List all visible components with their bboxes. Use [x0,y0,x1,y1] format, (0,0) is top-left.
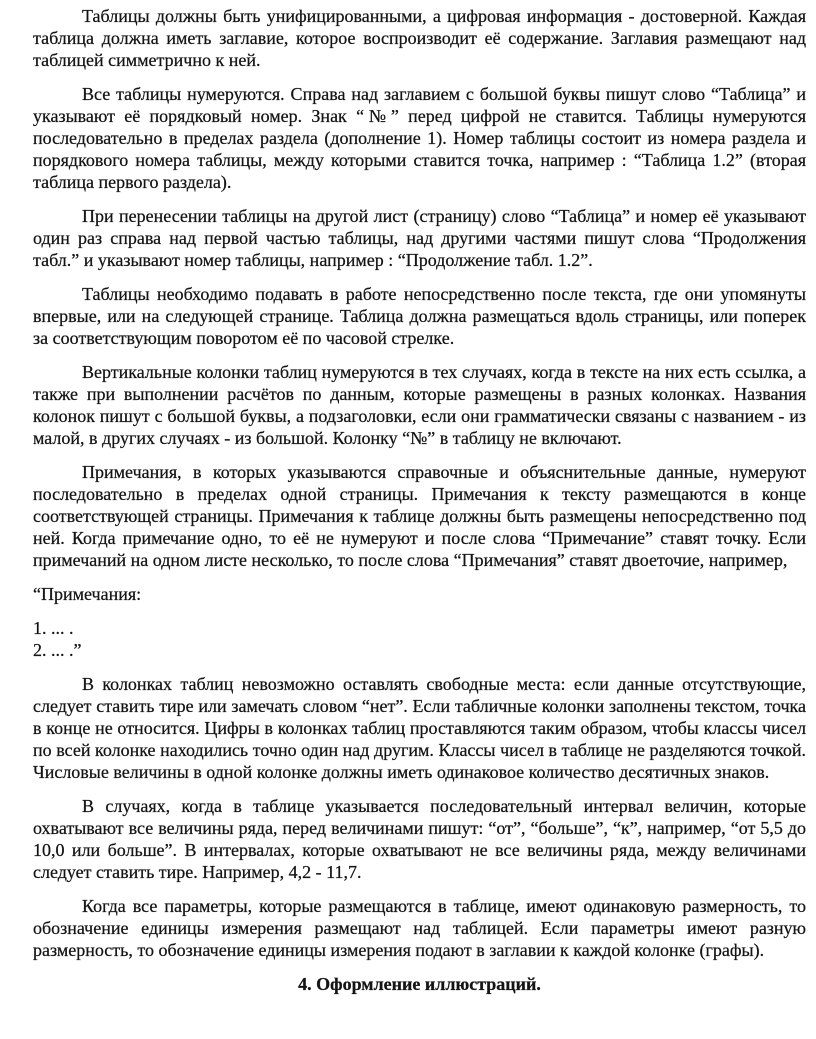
paragraph-table-placement: Таблицы необходимо подавать в работе непосредственно после текста, где они упомянуты впервые, или на следующей странице. Таблица должна размещаться вдоль страницы, или поперек за соответствующим поворотом её по часовой стрелке. [33,284,806,348]
notes-example-list [33,617,806,661]
section-heading-illustrations: 4. Оформление иллюстраций. [298,974,541,994]
paragraph-vertical-columns: Вертикальные колонки таблиц нумеруются в тех случаях, когда в тексте на них есть ссылка, а также при выполнении расчётов по данным, которые размещены в разных колонках. Названия колонок пишут с большой буквы, а подзаголовки, если они грамматически связаны с названием - из малой, в других случаях - из большой. Колонку “№” в таблицу не включают. [33,362,806,448]
paragraph-table-continuation: При перенесении таблицы на другой лист (страницу) слово “Таблица” и номер её указывают один раз справа над первой частью таблицы, над другими частями пишут слова “Продолжения табл.” и указывают номер таблицы, например : “Продолжение табл. 1.2”. [33,206,806,270]
paragraph-value-intervals: В случаях, когда в таблице указывается последовательный интервал величин, которые охватывают все величины ряда, перед величинами пишут: “от”, “больше”, “к”, например, “от 5,5 до 10,0 или больше”. В интервалах, которые охватывают не все величины ряда, между величинами следует ставить тире. Например, 4,2 - 11,7. [33,796,806,882]
paragraph-notes-rules: Примечания, в которых указываются справочные и объяснительные данные, нумеруют последовательно в пределах одной страницы. Примечания к тексту размещаются в конце соответствующей страницы. Примечания к таблице должны быть размещены непосредственно под ней. Когда примечание одно, то её не нумеруют и после слова “Примечание” ставят точку. Если примечаний на одном листе несколько, то после слова “Примечания” ставят двоеточие, например, [33,462,806,570]
paragraph-empty-cells: В колонках таблиц невозможно оставлять свободные места: если данные отсутствующие, следует ставить тире или замечать словом “нет”. Если табличные колонки заполнены текстом, точка в конце не относится. Цифры в колонках таблиц проставляются таким образом, чтобы классы чисел по всей колонке находились точно один над другим. Классы чисел в таблице не разделяются точкой. Числовые величины в одной колонке должны иметь одинаковое количество десятичных знаков. [33,674,806,782]
paragraph-measurement-units: Когда все параметры, которые размещаются в таблице, имеют одинаковую размерность, то обозначение единицы измерения размещают над таблицей. Если параметры имеют разную размерность, то обозначение единицы измерения подают в заглавии к каждой колонке (графы). [33,896,806,960]
note-item-1: 1. ... . [33,618,74,638]
paragraph-tables-unified: Таблицы должны быть унифицированными, а цифровая информация - достоверной. Каждая таблица должна иметь заглавие, которое воспроизводит её содержание. Заглавия размещают над таблицей симметрично к ней. [33,6,806,70]
note-item-2: 2. ... .” [33,640,82,660]
notes-quote-label: “Примечания: [33,584,142,604]
paragraph-table-numbering: Все таблицы нумеруются. Справа над заглавием с большой буквы пишут слово “Таблица” и указывают её порядковый номер. Знак “№” перед цифрой не ставится. Таблицы нумеруются последовательно в пределах раздела (дополнение 1). Номер таблицы состоит из номера раздела и порядкового номера таблицы, между которыми ставится точка, например : “Таблица 1.2” (вторая таблица первого раздела). [33,84,806,192]
